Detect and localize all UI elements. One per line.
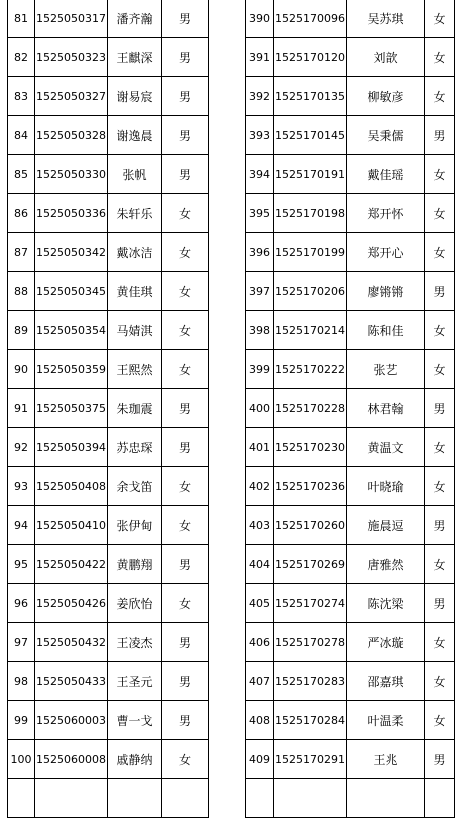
student-id-cell [274, 779, 347, 818]
row-number-cell: 404 [246, 545, 274, 584]
student-name-cell: 吴苏琪 [347, 0, 425, 38]
table-row [8, 194, 209, 233]
row-number-cell: 396 [246, 233, 274, 272]
row-number-cell [8, 779, 35, 818]
student-id-cell: 1525170269 [274, 545, 347, 584]
student-gender-cell: 男 [162, 116, 209, 155]
student-name-cell: 张艺 [347, 350, 425, 389]
student-name-cell: 余戈笛 [108, 467, 162, 506]
student-name-cell: 叶温柔 [347, 701, 425, 740]
table-row [8, 0, 209, 38]
student-gender-cell: 男 [162, 623, 209, 662]
student-gender-cell: 女 [425, 155, 455, 194]
table-row [246, 38, 455, 77]
table-row [8, 233, 209, 272]
student-id-cell: 1525170191 [274, 155, 347, 194]
student-name-cell: 张帆 [108, 155, 162, 194]
student-name-cell: 吴秉儒 [347, 116, 425, 155]
table-row [246, 545, 455, 584]
student-gender-cell: 男 [162, 77, 209, 116]
student-id-cell: 1525170145 [274, 116, 347, 155]
student-name-cell: 刘歆 [347, 38, 425, 77]
student-gender-cell: 女 [162, 350, 209, 389]
student-name-cell: 王圣元 [108, 662, 162, 701]
row-number-cell: 93 [8, 467, 35, 506]
student-name-cell: 邵嘉琪 [347, 662, 425, 701]
student-name-cell: 严冰璇 [347, 623, 425, 662]
student-name-cell: 王麒深 [108, 38, 162, 77]
student-gender-cell: 男 [425, 389, 455, 428]
table-body-right [246, 0, 455, 818]
student-gender-cell: 男 [425, 272, 455, 311]
student-name-cell: 林君翰 [347, 389, 425, 428]
row-number-cell: 92 [8, 428, 35, 467]
student-name-cell: 王熙然 [108, 350, 162, 389]
table-row [8, 38, 209, 77]
student-id-cell: 1525050359 [35, 350, 108, 389]
student-gender-cell: 女 [425, 0, 455, 38]
student-name-cell: 廖锵锵 [347, 272, 425, 311]
student-id-cell: 1525170291 [274, 740, 347, 779]
student-gender-cell: 女 [425, 428, 455, 467]
student-name-cell: 叶晓瑜 [347, 467, 425, 506]
row-number-cell: 91 [8, 389, 35, 428]
row-number-cell: 401 [246, 428, 274, 467]
table-row [246, 389, 455, 428]
student-id-cell: 1525170230 [274, 428, 347, 467]
student-id-cell: 1525170199 [274, 233, 347, 272]
student-gender-cell: 女 [162, 194, 209, 233]
row-number-cell: 406 [246, 623, 274, 662]
student-id-cell: 1525050375 [35, 389, 108, 428]
student-gender-cell: 女 [162, 506, 209, 545]
table-row [8, 428, 209, 467]
table-row [246, 155, 455, 194]
row-number-cell: 403 [246, 506, 274, 545]
student-id-cell: 1525050394 [35, 428, 108, 467]
student-gender-cell: 女 [162, 311, 209, 350]
student-id-cell: 1525060008 [35, 740, 108, 779]
student-gender-cell: 女 [162, 584, 209, 623]
student-id-cell: 1525170236 [274, 467, 347, 506]
table-row [8, 77, 209, 116]
student-id-cell: 1525170222 [274, 350, 347, 389]
table-row [8, 467, 209, 506]
student-id-cell: 1525050327 [35, 77, 108, 116]
student-gender-cell: 男 [162, 389, 209, 428]
student-gender-cell: 女 [425, 311, 455, 350]
row-number-cell: 392 [246, 77, 274, 116]
student-gender-cell: 女 [425, 545, 455, 584]
row-number-cell: 402 [246, 467, 274, 506]
student-name-cell: 戚静纳 [108, 740, 162, 779]
row-number-cell: 87 [8, 233, 35, 272]
student-name-cell: 姜欣怡 [108, 584, 162, 623]
student-id-cell [35, 779, 108, 818]
student-gender-cell: 男 [425, 506, 455, 545]
student-id-cell: 1525050432 [35, 623, 108, 662]
student-id-cell: 1525050330 [35, 155, 108, 194]
student-name-cell: 唐雅然 [347, 545, 425, 584]
student-id-cell: 1525050328 [35, 116, 108, 155]
student-name-cell [108, 779, 162, 818]
student-gender-cell: 女 [162, 740, 209, 779]
row-number-cell: 98 [8, 662, 35, 701]
student-gender-cell: 男 [162, 38, 209, 77]
table-row [246, 116, 455, 155]
student-gender-cell: 男 [162, 428, 209, 467]
student-id-cell: 1525170120 [274, 38, 347, 77]
table-row [8, 389, 209, 428]
row-number-cell: 409 [246, 740, 274, 779]
student-id-cell: 1525050345 [35, 272, 108, 311]
student-name-cell: 朱珈震 [108, 389, 162, 428]
row-number-cell: 99 [8, 701, 35, 740]
student-gender-cell: 男 [425, 584, 455, 623]
student-name-cell: 黄温文 [347, 428, 425, 467]
student-id-cell: 1525170260 [274, 506, 347, 545]
student-gender-cell: 男 [425, 740, 455, 779]
student-gender-cell: 女 [425, 623, 455, 662]
student-id-cell: 1525050422 [35, 545, 108, 584]
row-number-cell: 397 [246, 272, 274, 311]
student-id-cell: 1525050342 [35, 233, 108, 272]
student-name-cell: 谢易宸 [108, 77, 162, 116]
student-name-cell: 戴佳瑶 [347, 155, 425, 194]
row-number-cell: 86 [8, 194, 35, 233]
row-number-cell: 95 [8, 545, 35, 584]
table-row [246, 77, 455, 116]
student-gender-cell [162, 779, 209, 818]
row-number-cell: 96 [8, 584, 35, 623]
student-id-cell: 1525170228 [274, 389, 347, 428]
student-id-cell: 1525060003 [35, 701, 108, 740]
student-id-cell: 1525050410 [35, 506, 108, 545]
student-name-cell: 陈沈梁 [347, 584, 425, 623]
row-number-cell: 82 [8, 38, 35, 77]
row-number-cell: 394 [246, 155, 274, 194]
student-gender-cell: 女 [425, 662, 455, 701]
table-row [8, 506, 209, 545]
table-body-left [8, 0, 209, 818]
row-number-cell: 393 [246, 116, 274, 155]
row-number-cell: 84 [8, 116, 35, 155]
row-number-cell: 94 [8, 506, 35, 545]
column-gap [209, 0, 245, 793]
student-id-cell: 1525170206 [274, 272, 347, 311]
student-name-cell: 马婧淇 [108, 311, 162, 350]
table-row [246, 350, 455, 389]
student-id-cell: 1525170198 [274, 194, 347, 233]
table-row [8, 116, 209, 155]
row-number-cell: 85 [8, 155, 35, 194]
row-number-cell: 81 [8, 0, 35, 38]
row-number-cell: 89 [8, 311, 35, 350]
student-id-cell: 1525050336 [35, 194, 108, 233]
student-id-cell: 1525050433 [35, 662, 108, 701]
student-gender-cell: 男 [162, 545, 209, 584]
table-row [246, 467, 455, 506]
row-number-cell: 400 [246, 389, 274, 428]
student-table-right [245, 0, 455, 818]
row-number-cell: 391 [246, 38, 274, 77]
table-row [8, 272, 209, 311]
student-id-cell: 1525170096 [274, 0, 347, 38]
table-row [246, 701, 455, 740]
table-row [8, 740, 209, 779]
student-id-cell: 1525170135 [274, 77, 347, 116]
student-name-cell: 戴冰洁 [108, 233, 162, 272]
row-number-cell: 408 [246, 701, 274, 740]
row-number-cell [246, 779, 274, 818]
student-name-cell: 朱轩乐 [108, 194, 162, 233]
student-gender-cell: 女 [425, 194, 455, 233]
student-name-cell: 陈和佳 [347, 311, 425, 350]
row-number-cell: 399 [246, 350, 274, 389]
row-number-cell: 100 [8, 740, 35, 779]
student-id-cell: 1525050408 [35, 467, 108, 506]
row-number-cell: 83 [8, 77, 35, 116]
student-id-cell: 1525170283 [274, 662, 347, 701]
student-name-cell: 王凌杰 [108, 623, 162, 662]
student-id-cell: 1525170214 [274, 311, 347, 350]
table-row [246, 272, 455, 311]
student-name-cell [347, 779, 425, 818]
student-name-cell: 施晨逗 [347, 506, 425, 545]
row-number-cell: 407 [246, 662, 274, 701]
student-id-cell: 1525170284 [274, 701, 347, 740]
table-row [246, 740, 455, 779]
row-number-cell: 398 [246, 311, 274, 350]
table-row [246, 623, 455, 662]
student-gender-cell: 男 [162, 0, 209, 38]
student-name-cell: 潘齐瀚 [108, 0, 162, 38]
table-row [8, 623, 209, 662]
row-number-cell: 90 [8, 350, 35, 389]
table-row [8, 311, 209, 350]
student-gender-cell: 男 [162, 662, 209, 701]
table-row [8, 155, 209, 194]
student-name-cell: 柳敏彦 [347, 77, 425, 116]
student-name-cell: 谢逸晨 [108, 116, 162, 155]
student-gender-cell: 男 [425, 116, 455, 155]
student-table-left [7, 0, 209, 818]
table-row [8, 662, 209, 701]
student-gender-cell: 女 [425, 350, 455, 389]
student-gender-cell: 女 [425, 701, 455, 740]
student-name-cell: 张伊甸 [108, 506, 162, 545]
table-row [8, 584, 209, 623]
table-row [8, 701, 209, 740]
student-id-cell: 1525050354 [35, 311, 108, 350]
table-row [246, 194, 455, 233]
student-gender-cell: 女 [425, 38, 455, 77]
table-row [246, 311, 455, 350]
row-number-cell: 97 [8, 623, 35, 662]
student-gender-cell: 女 [162, 272, 209, 311]
student-name-cell: 王兆 [347, 740, 425, 779]
row-number-cell: 390 [246, 0, 274, 38]
table-row [8, 350, 209, 389]
table-row [8, 779, 209, 818]
table-row [246, 662, 455, 701]
row-number-cell: 405 [246, 584, 274, 623]
student-id-cell: 1525170274 [274, 584, 347, 623]
student-gender-cell: 女 [425, 467, 455, 506]
student-id-cell: 1525170278 [274, 623, 347, 662]
student-gender-cell [425, 779, 455, 818]
row-number-cell: 88 [8, 272, 35, 311]
student-gender-cell: 女 [425, 233, 455, 272]
row-number-cell: 395 [246, 194, 274, 233]
table-row [246, 233, 455, 272]
student-name-cell: 郑开怀 [347, 194, 425, 233]
student-id-cell: 1525050317 [35, 0, 108, 38]
student-name-cell: 黄佳琪 [108, 272, 162, 311]
student-gender-cell: 女 [162, 233, 209, 272]
student-name-cell: 曹一戈 [108, 701, 162, 740]
student-id-cell: 1525050323 [35, 38, 108, 77]
table-row [246, 506, 455, 545]
student-gender-cell: 女 [162, 467, 209, 506]
table-row [8, 545, 209, 584]
student-name-cell: 苏忠琛 [108, 428, 162, 467]
student-gender-cell: 男 [162, 701, 209, 740]
table-row [246, 779, 455, 818]
student-name-cell: 黄鹏翔 [108, 545, 162, 584]
student-id-cell: 1525050426 [35, 584, 108, 623]
student-gender-cell: 男 [162, 155, 209, 194]
table-row [246, 584, 455, 623]
table-row [246, 428, 455, 467]
student-gender-cell: 女 [425, 77, 455, 116]
student-name-cell: 郑开心 [347, 233, 425, 272]
table-row [246, 0, 455, 38]
